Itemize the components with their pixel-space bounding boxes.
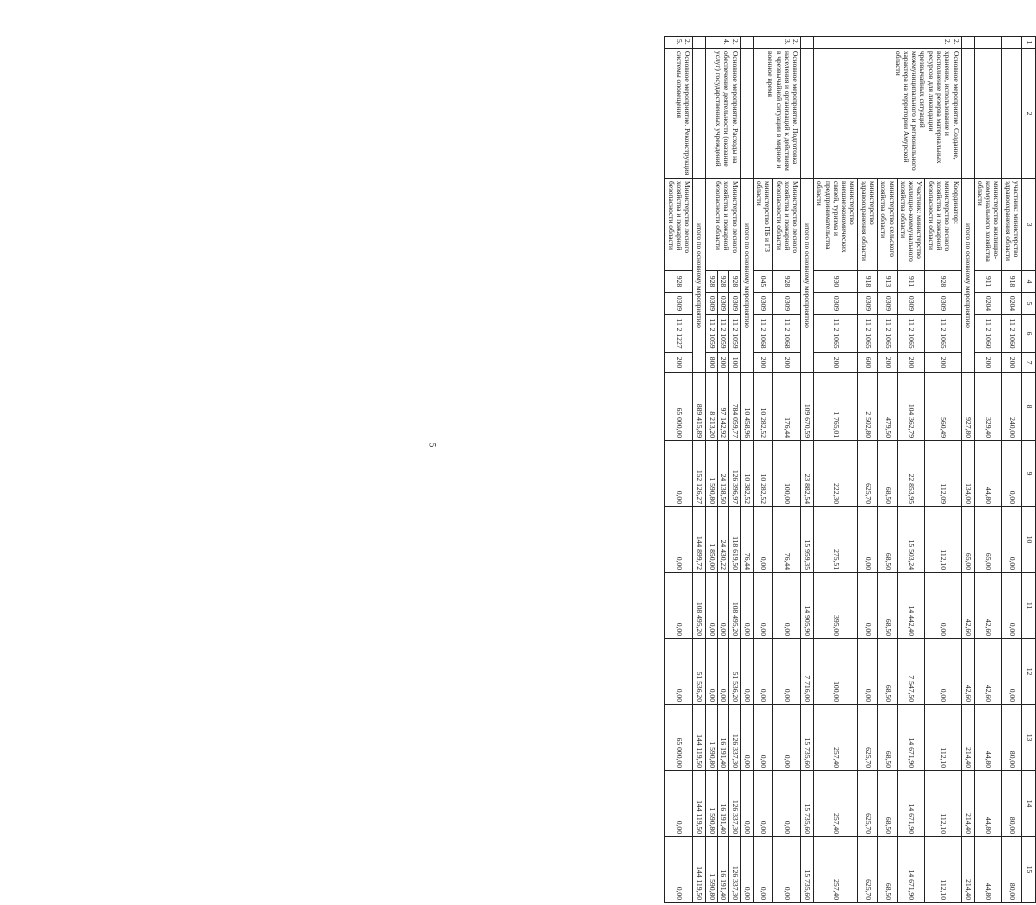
- amount-cell: 68,50: [878, 573, 898, 639]
- target-code: 11 2 1059: [717, 315, 729, 353]
- amount-cell: 0,00: [753, 507, 773, 573]
- amount-cell: 889 415,89: [693, 373, 706, 441]
- amount-cell: 625,70: [858, 837, 878, 903]
- amount-cell: 0,00: [665, 441, 693, 507]
- section-code: 0309: [706, 293, 718, 315]
- amount-cell: 0,00: [925, 573, 961, 639]
- amount-cell: 0,00: [1002, 573, 1022, 639]
- grbs-code: 928: [729, 271, 741, 293]
- amount-cell: 0,00: [1002, 507, 1022, 573]
- grbs-code: 928: [925, 271, 961, 293]
- blank-cell: [974, 37, 1002, 49]
- amount-cell: 0,00: [706, 573, 718, 639]
- section-code: 0309: [897, 293, 925, 315]
- amount-cell: 395,00: [814, 573, 858, 639]
- grbs-code: 913: [878, 271, 898, 293]
- amount-cell: 0,00: [706, 639, 718, 705]
- amount-cell: 144 119,50: [693, 837, 706, 903]
- expense-type-code: 200: [665, 353, 693, 373]
- amount-cell: 479,50: [878, 373, 898, 441]
- amount-cell: 80,00: [1002, 705, 1022, 771]
- grbs-code: 928: [717, 271, 729, 293]
- amount-cell: 15 959,35: [801, 507, 814, 573]
- amount-cell: 329,40: [974, 373, 1002, 441]
- amount-cell: 104 362,79: [897, 373, 925, 441]
- table-row: [773, 37, 801, 903]
- blank-cell: [1002, 49, 1022, 179]
- amount-cell: 257,40: [814, 837, 858, 903]
- expense-type-code: 200: [925, 353, 961, 373]
- target-code: 11 2 1060: [974, 315, 1002, 353]
- measure-name: Основное мероприятие. Реконструкция системы оповещения: [665, 49, 693, 179]
- section-code: 0309: [729, 293, 741, 315]
- amount-cell: 214,40: [961, 771, 974, 837]
- amount-cell: 15 735,60: [801, 705, 814, 771]
- amount-cell: 44,80: [974, 441, 1002, 507]
- column-number: 11: [1022, 573, 1036, 639]
- amount-cell: 0,00: [665, 771, 693, 837]
- column-number: 12: [1022, 639, 1036, 705]
- amount-cell: 0,00: [740, 573, 753, 639]
- amount-cell: 0,00: [925, 639, 961, 705]
- amount-cell: 80,00: [1002, 837, 1022, 903]
- amount-cell: 126 337,30: [729, 771, 741, 837]
- grbs-code: 918: [858, 271, 878, 293]
- column-number: 4: [1022, 271, 1036, 293]
- section-code: 0204: [1002, 293, 1022, 315]
- amount-cell: 144 119,50: [693, 771, 706, 837]
- blank-cell: [693, 49, 706, 179]
- amount-cell: 76,44: [773, 507, 801, 573]
- grbs-code: 928: [706, 271, 718, 293]
- target-code: 11 2 1227: [665, 315, 693, 353]
- grbs-code: 911: [974, 271, 1002, 293]
- section-code: 0309: [717, 293, 729, 315]
- target-code: 11 2 1059: [706, 315, 718, 353]
- amount-cell: 112,09: [925, 441, 961, 507]
- amount-cell: 15 503,24: [897, 507, 925, 573]
- target-code: 11 2 1059: [729, 315, 741, 353]
- total-label: итого по основному мероприятию: [801, 179, 814, 373]
- table-row: [1002, 37, 1022, 903]
- target-code: 11 2 1065: [858, 315, 878, 353]
- total-label: итого по основному мероприятию: [961, 179, 974, 373]
- expense-type-code: 600: [858, 353, 878, 373]
- grbs-code: 911: [897, 271, 925, 293]
- amount-cell: 23 882,54: [801, 441, 814, 507]
- expense-type-code: 200: [974, 353, 1002, 373]
- amount-cell: 1 590,80: [706, 771, 718, 837]
- amount-cell: 560,49: [925, 373, 961, 441]
- amount-cell: 0,00: [1002, 441, 1022, 507]
- amount-cell: 126 396,97: [729, 441, 741, 507]
- amount-cell: 0,00: [740, 771, 753, 837]
- column-number: 8: [1022, 373, 1036, 441]
- amount-cell: 42,60: [974, 639, 1002, 705]
- amount-cell: 112,10: [925, 771, 961, 837]
- executor-cell: Координатор: министерство лесного хозяйства и пожарной безопасности области: [925, 179, 961, 271]
- amount-cell: 16 191,40: [717, 705, 729, 771]
- amount-cell: 112,10: [925, 507, 961, 573]
- amount-cell: 44,80: [974, 837, 1002, 903]
- amount-cell: 15 735,60: [801, 771, 814, 837]
- amount-cell: 0,00: [858, 507, 878, 573]
- grbs-code: 928: [773, 271, 801, 293]
- blank-cell: [1002, 37, 1022, 49]
- amount-cell: 22 853,95: [897, 441, 925, 507]
- amount-cell: 126 337,30: [729, 705, 741, 771]
- column-number: 10: [1022, 507, 1036, 573]
- amount-cell: 144 119,50: [693, 705, 706, 771]
- table-row: [925, 37, 961, 903]
- amount-cell: 0,00: [773, 705, 801, 771]
- target-code: 11 2 1065: [878, 315, 898, 353]
- amount-cell: 1 590,80: [706, 837, 718, 903]
- column-number: 1: [1022, 37, 1036, 49]
- amount-cell: 257,40: [814, 771, 858, 837]
- amount-cell: 152 126,27: [693, 441, 706, 507]
- amount-cell: 784 059,77: [729, 373, 741, 441]
- expense-type-code: 200: [1002, 353, 1022, 373]
- amount-cell: 68,50: [878, 507, 898, 573]
- amount-cell: 126 337,30: [729, 837, 741, 903]
- amount-cell: 1 590,80: [706, 705, 718, 771]
- expense-type-code: 200: [753, 353, 773, 373]
- amount-cell: 97 142,92: [717, 373, 729, 441]
- target-code: 11 2 1068: [773, 315, 801, 353]
- column-number: 7: [1022, 353, 1036, 373]
- amount-cell: 76,44: [740, 507, 753, 573]
- amount-cell: 0,00: [858, 573, 878, 639]
- section-number: 2.3.: [753, 37, 800, 49]
- amount-cell: 10 282,52: [753, 373, 773, 441]
- total-label: итого по основному мероприятию: [693, 179, 706, 373]
- header-row: [1022, 37, 1036, 903]
- column-number: 6: [1022, 315, 1036, 353]
- amount-cell: 625,70: [858, 705, 878, 771]
- amount-cell: 1 850,00: [706, 507, 718, 573]
- table-row: [665, 37, 693, 903]
- amount-cell: 222,30: [814, 441, 858, 507]
- column-number: 9: [1022, 441, 1036, 507]
- amount-cell: 42,60: [974, 573, 1002, 639]
- amount-cell: 625,70: [858, 441, 878, 507]
- amount-cell: 0,00: [665, 837, 693, 903]
- section-code: 0204: [974, 293, 1002, 315]
- amount-cell: 1 590,80: [706, 441, 718, 507]
- executor-cell: министерство здравоохранения области: [858, 179, 878, 271]
- amount-cell: 214,40: [961, 705, 974, 771]
- expense-type-code: 100: [729, 353, 741, 373]
- budget-table-page: [452, 36, 1036, 902]
- amount-cell: 10 458,96: [740, 373, 753, 441]
- amount-cell: 0,00: [773, 639, 801, 705]
- amount-cell: 0,00: [665, 507, 693, 573]
- amount-cell: 134,00: [961, 441, 974, 507]
- expense-type-code: 200: [814, 353, 858, 373]
- executor-cell: министерство жилищно-коммунального хозяйства области: [974, 179, 1002, 271]
- blank-cell: [961, 37, 974, 49]
- expense-type-code: 200: [878, 353, 898, 373]
- blank-cell: [801, 49, 814, 179]
- amount-cell: 257,40: [814, 705, 858, 771]
- executor-cell: Министерство лесного хозяйства и пожарной безопасности области: [706, 179, 741, 271]
- amount-cell: 275,51: [814, 507, 858, 573]
- section-code: 0309: [753, 293, 773, 315]
- amount-cell: 7 716,00: [801, 639, 814, 705]
- budget-table: [664, 36, 1036, 903]
- amount-cell: 0,00: [665, 573, 693, 639]
- amount-cell: 0,00: [773, 573, 801, 639]
- amount-cell: 7 547,50: [897, 639, 925, 705]
- amount-cell: 0,00: [753, 771, 773, 837]
- expense-type-code: 200: [717, 353, 729, 373]
- amount-cell: 15 735,60: [801, 837, 814, 903]
- blank-cell: [693, 37, 706, 49]
- measure-name: Основное мероприятие. Подготовка населения и организаций к действиям в чрезвычайной ситуации в мирное и военное время: [753, 49, 800, 179]
- amount-cell: 10 282,52: [753, 441, 773, 507]
- executor-cell: министерство внешнеэкономических связей, туризма и предпринимательства области: [814, 179, 858, 271]
- page-number: 5: [427, 442, 438, 448]
- column-number: 13: [1022, 705, 1036, 771]
- amount-cell: 176,44: [773, 373, 801, 441]
- amount-cell: 65 000,00: [665, 373, 693, 441]
- expense-type-code: 800: [706, 353, 718, 373]
- amount-cell: 14 442,40: [897, 573, 925, 639]
- amount-cell: 0,00: [740, 639, 753, 705]
- column-number: 2: [1022, 49, 1036, 179]
- amount-cell: 80,00: [1002, 771, 1022, 837]
- amount-cell: 0,00: [773, 771, 801, 837]
- amount-cell: 100,00: [773, 441, 801, 507]
- amount-cell: 144 899,72: [693, 507, 706, 573]
- amount-cell: 44,80: [974, 771, 1002, 837]
- executor-cell: Министерство лесного хозяйства и пожарной безопасности области: [665, 179, 693, 271]
- amount-cell: 0,00: [858, 639, 878, 705]
- grbs-code: 930: [814, 271, 858, 293]
- section-code: 0309: [925, 293, 961, 315]
- amount-cell: 2 502,80: [858, 373, 878, 441]
- table-row: [974, 37, 1002, 903]
- amount-cell: 108 495,20: [729, 573, 741, 639]
- executor-cell: министерство сельского хозяйства области: [878, 179, 898, 271]
- target-code: 11 2 1068: [753, 315, 773, 353]
- amount-cell: 51 536,20: [693, 639, 706, 705]
- amount-cell: 68,50: [878, 837, 898, 903]
- amount-cell: 68,50: [878, 771, 898, 837]
- section-number: 2.5.: [665, 37, 693, 49]
- amount-cell: 100,00: [814, 639, 858, 705]
- amount-cell: 118 619,50: [729, 507, 741, 573]
- amount-cell: 108 495,20: [693, 573, 706, 639]
- executor-cell: участник: министерство здравоохранения области: [1002, 179, 1022, 271]
- column-number: 15: [1022, 837, 1036, 903]
- column-number: 14: [1022, 771, 1036, 837]
- amount-cell: 24 138,50: [717, 441, 729, 507]
- amount-cell: 112,10: [925, 837, 961, 903]
- column-number: 3: [1022, 179, 1036, 271]
- amount-cell: 68,50: [878, 705, 898, 771]
- amount-cell: 0,00: [740, 837, 753, 903]
- amount-cell: 14 905,90: [801, 573, 814, 639]
- amount-cell: 109 670,59: [801, 373, 814, 441]
- amount-cell: 0,00: [773, 837, 801, 903]
- amount-cell: 10 382,52: [740, 441, 753, 507]
- target-code: 11 2 1065: [897, 315, 925, 353]
- amount-cell: 0,00: [753, 705, 773, 771]
- amount-cell: 65 000,00: [665, 705, 693, 771]
- amount-cell: 14 671,90: [897, 837, 925, 903]
- column-number: 5: [1022, 293, 1036, 315]
- amount-cell: 14 671,90: [897, 771, 925, 837]
- amount-cell: 240,00: [1002, 373, 1022, 441]
- blank-cell: [974, 49, 1002, 179]
- amount-cell: 42,60: [961, 573, 974, 639]
- amount-cell: 927,80: [961, 373, 974, 441]
- blank-cell: [801, 37, 814, 49]
- amount-cell: 112,10: [925, 705, 961, 771]
- section-code: 0309: [814, 293, 858, 315]
- amount-cell: 68,50: [878, 639, 898, 705]
- section-code: 0309: [858, 293, 878, 315]
- section-code: 0309: [878, 293, 898, 315]
- amount-cell: 0,00: [740, 705, 753, 771]
- amount-cell: 0,00: [665, 639, 693, 705]
- measure-name: Основное мероприятие. Расходы на обеспечение деятельности (оказание услуг) государственных учреждений: [706, 49, 741, 179]
- amount-cell: 42,60: [961, 639, 974, 705]
- amount-cell: 16 191,40: [717, 771, 729, 837]
- total-row: [740, 37, 753, 903]
- blank-cell: [740, 37, 753, 49]
- amount-cell: 0,00: [1002, 639, 1022, 705]
- amount-cell: 51 536,20: [729, 639, 741, 705]
- amount-cell: 0,00: [753, 573, 773, 639]
- amount-cell: 0,00: [717, 639, 729, 705]
- total-row: [801, 37, 814, 903]
- amount-cell: 65,00: [974, 507, 1002, 573]
- amount-cell: 24 430,22: [717, 507, 729, 573]
- amount-cell: 65,00: [961, 507, 974, 573]
- section-code: 0309: [773, 293, 801, 315]
- target-code: 11 2 1065: [814, 315, 858, 353]
- expense-type-code: 200: [773, 353, 801, 373]
- blank-cell: [740, 49, 753, 179]
- section-number: 2.2.: [814, 37, 962, 49]
- amount-cell: 0,00: [753, 639, 773, 705]
- target-code: 11 2 1060: [1002, 315, 1022, 353]
- amount-cell: 0,00: [717, 573, 729, 639]
- total-row: [693, 37, 706, 903]
- measure-name: Основное мероприятие. Создание, хранение, использование и восполнение резерва материальных ресурсов для ликвидации чрезвычайных ситуаций межмуниципального и регионального характера на территории Амурской области: [814, 49, 962, 179]
- amount-cell: 44,80: [974, 705, 1002, 771]
- amount-cell: 8 213,20: [706, 373, 718, 441]
- grbs-code: 928: [665, 271, 693, 293]
- executor-cell: министерство ПБ и ГЗ области: [753, 179, 773, 271]
- blank-cell: [961, 49, 974, 179]
- executor-cell: Участник: министерство жилищно-коммунального хозяйства области: [897, 179, 925, 271]
- grbs-code: 045: [753, 271, 773, 293]
- amount-cell: 214,40: [961, 837, 974, 903]
- total-label: итого по основному мероприятию: [740, 179, 753, 373]
- section-code: 0309: [665, 293, 693, 315]
- target-code: 11 2 1065: [925, 315, 961, 353]
- table-row: [729, 37, 741, 903]
- amount-cell: 14 671,90: [897, 705, 925, 771]
- section-number: 2.4.: [706, 37, 741, 49]
- grbs-code: 918: [1002, 271, 1022, 293]
- amount-cell: 0,00: [753, 837, 773, 903]
- amount-cell: 68,50: [878, 441, 898, 507]
- amount-cell: 16 191,40: [717, 837, 729, 903]
- amount-cell: 625,70: [858, 771, 878, 837]
- amount-cell: 1 765,01: [814, 373, 858, 441]
- expense-type-code: 200: [897, 353, 925, 373]
- executor-cell: Министерство лесного хозяйства и пожарной безопасности области: [773, 179, 801, 271]
- total-row: [961, 37, 974, 903]
